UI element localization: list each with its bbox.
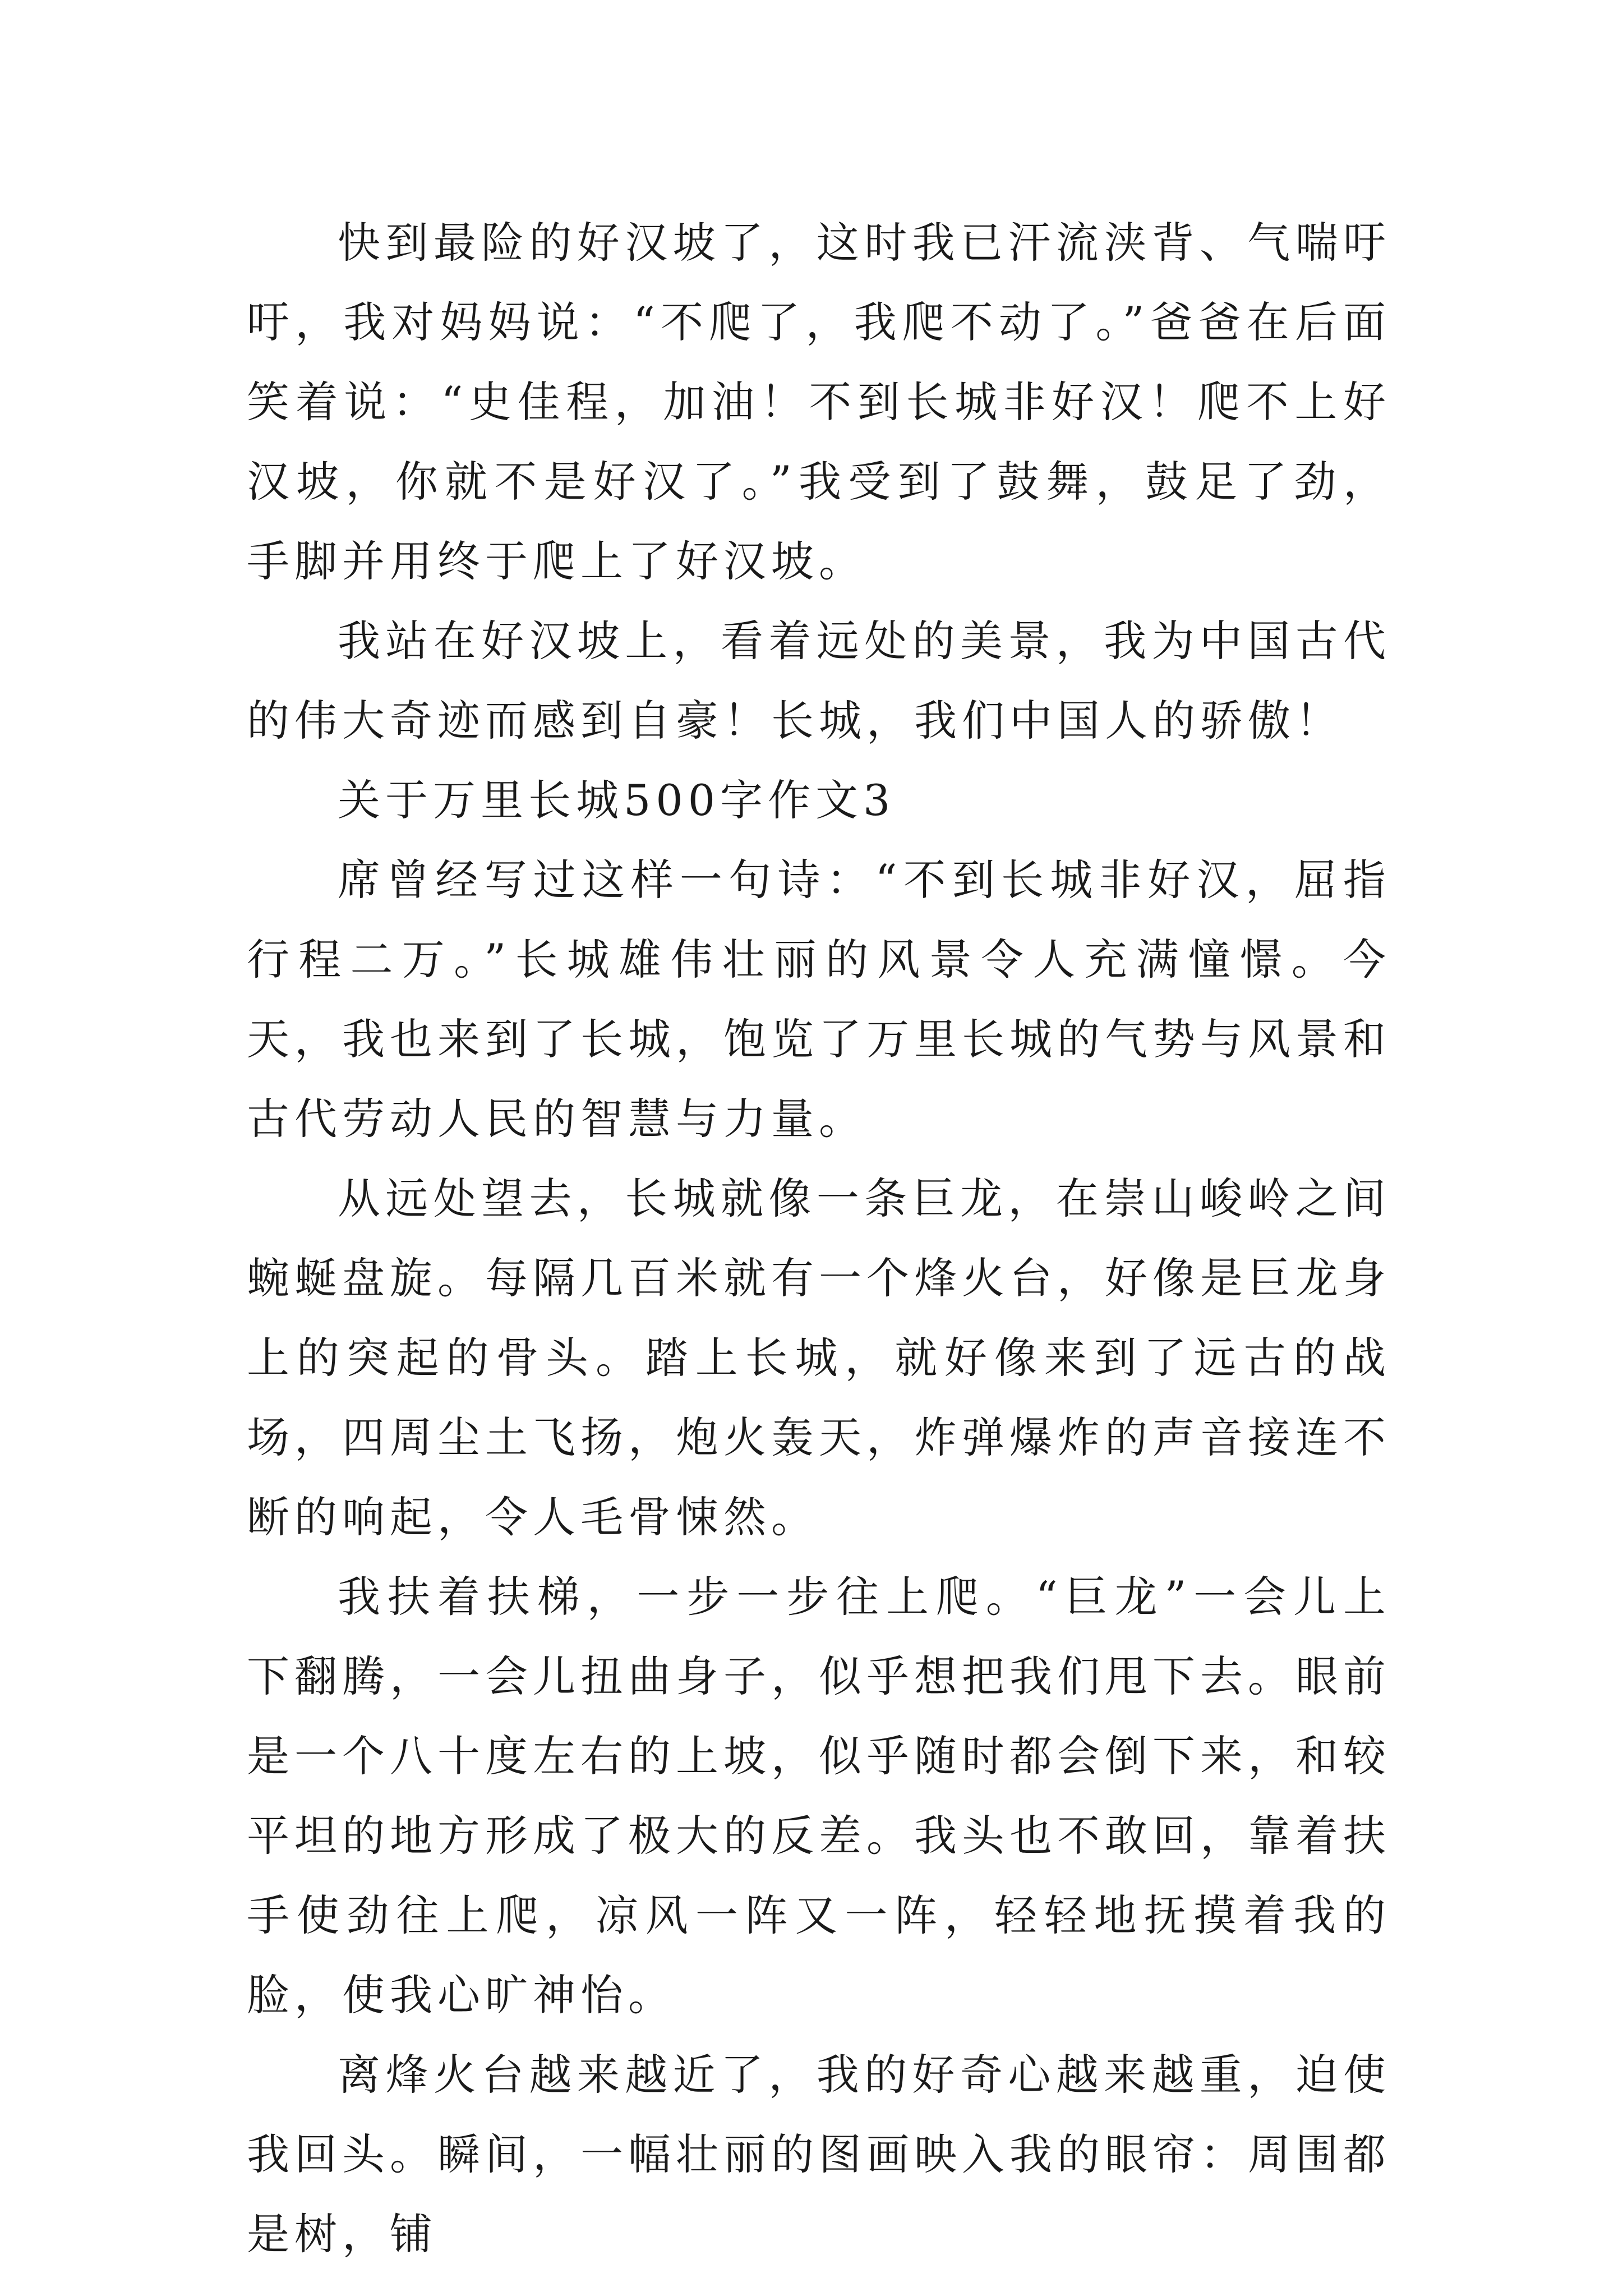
section-heading: 关于万里长城500字作文3 bbox=[338, 775, 896, 825]
paragraph-3: 席曾经写过这样一句诗：“不到长城非好汉，屈指行程二万。”长城雄伟壮丽的风景令人充满憧憬。今天，我也来到了长城，饱览了万里长城的气势与风景和古代劳动人民的智慧与力量。 bbox=[247, 855, 1391, 1144]
paragraph-5: 我扶着扶梯，一步一步往上爬。“巨龙”一会儿上下翻腾，一会儿扭曲身子，似乎想把我们甩下去。眼前是一个八十度左右的上坡，似乎随时都会倒下来，和较平坦的地方形成了极大的反差。我头也不敢回，靠着扶手使劲往上爬，凉风一阵又一阵，轻轻地抚摸着我的脸，使我心旷神怡。 bbox=[247, 1572, 1391, 2020]
paragraph-4: 从远处望去，长城就像一条巨龙，在崇山峻岭之间蜿蜒盘旋。每隔几百米就有一个烽火台，好像是巨龙身上的突起的骨头。踏上长城，就好像来到了远古的战场，四周尘土飞扬，炮火轰天，炸弹爆炸的声音接连不断的响起，令人毛骨悚然。 bbox=[247, 1174, 1391, 1542]
paragraph-1: 快到最险的好汉坡了，这时我已汗流浃背、气喘吁吁，我对妈妈说：“不爬了，我爬不动了。”爸爸在后面笑着说：“史佳程，加油！不到长城非好汉！爬不上好汉坡，你就不是好汉了。”我受到了鼓舞，鼓足了劲，手脚并用终于爬上了好汉坡。 bbox=[247, 218, 1391, 586]
paragraph-6: 离烽火台越来越近了，我的好奇心越来越重，迫使我回头。瞬间，一幅壮丽的图画映入我的眼帘：周围都是树，铺 bbox=[247, 2050, 1391, 2259]
paragraph-2: 我站在好汉坡上，看着远处的美景，我为中国古代的伟大奇迹而感到自豪！长城，我们中国人的骄傲！ bbox=[247, 616, 1391, 746]
document-body bbox=[247, 203, 1391, 2274]
